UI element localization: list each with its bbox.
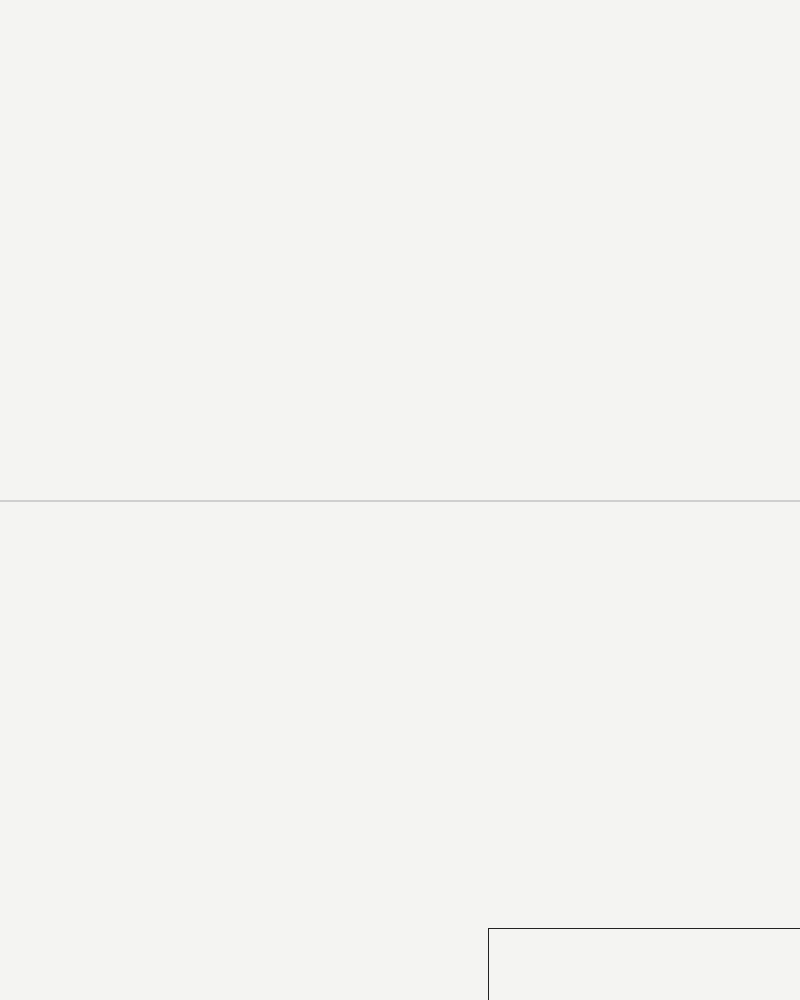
- reference-box: [488, 928, 800, 1000]
